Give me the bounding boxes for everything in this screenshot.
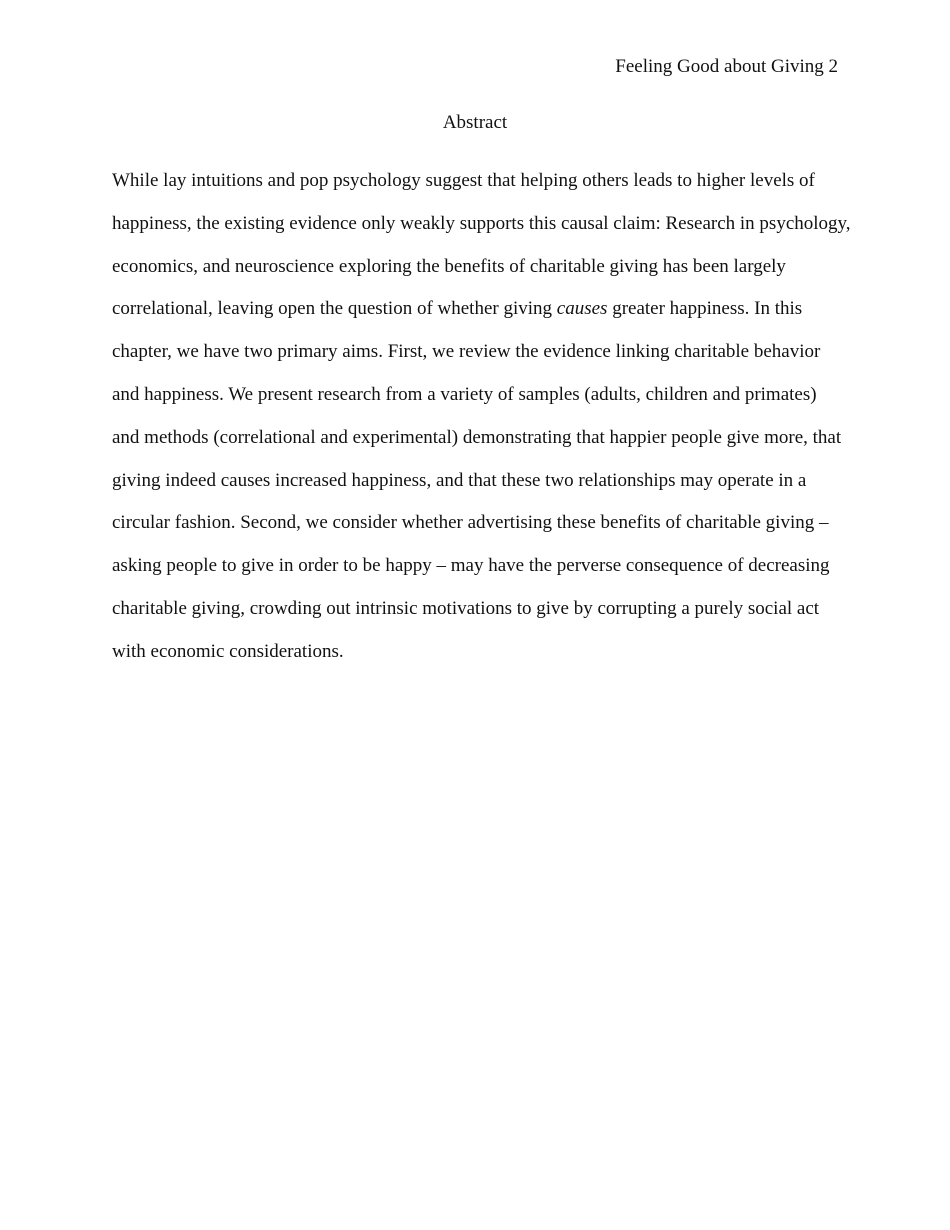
abstract-line: asking people to give in order to be happy – may have the perverse consequence of decreasing — [112, 555, 830, 577]
abstract-line: charitable giving, crowding out intrinsic motivations to give by corrupting a purely social act — [112, 597, 820, 619]
abstract-line: circular fashion. Second, we consider whether advertising these benefits of charitable giving – — [112, 512, 829, 534]
abstract-line: happiness, the existing evidence only weakly supports this causal claim: Research in psychology, — [112, 212, 851, 234]
abstract-heading: Abstract — [442, 112, 508, 133]
abstract-line: giving indeed causes increased happiness, and that these two relationships may operate in a — [112, 469, 807, 491]
abstract-line: chapter, we have two primary aims. First, we review the evidence linking charitable behavior — [112, 341, 821, 363]
abstract-paragraph — [112, 170, 852, 684]
abstract-line: and happiness. We present research from a variety of samples (adults, children and primates) — [112, 383, 817, 405]
emphasized-word: causes — [556, 298, 608, 320]
running-head: Feeling Good about Giving 2 — [615, 56, 838, 77]
abstract-line: with economic considerations. — [112, 640, 344, 662]
abstract-text: greater happiness. In this — [607, 298, 803, 320]
abstract-line: While lay intuitions and pop psychology suggest that helping others leads to higher levels of — [112, 170, 815, 191]
abstract-text: correlational, leaving open the question of whether giving — [112, 298, 557, 320]
abstract-line — [112, 298, 852, 341]
abstract-line: economics, and neuroscience exploring the benefits of charitable giving has been largely — [112, 255, 786, 277]
abstract-line: and methods (correlational and experimental) demonstrating that happier people give more, that — [112, 426, 842, 448]
